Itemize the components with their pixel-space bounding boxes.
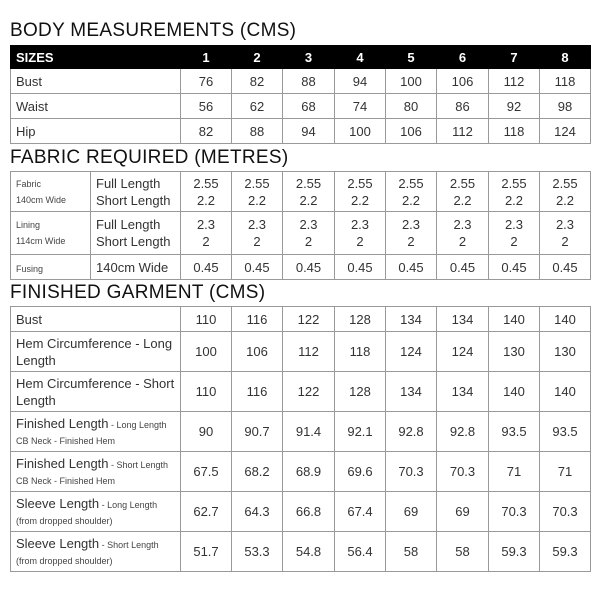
body-measurements-title: BODY MEASUREMENTS (CMS): [10, 20, 297, 41]
cell-value: 2.3 2: [437, 212, 489, 255]
cell-value: 69.6: [335, 452, 386, 492]
lining-label: Lining: [16, 220, 41, 230]
size-header: 7: [489, 46, 540, 69]
table-row: [11, 412, 591, 452]
cell-value: 56.4: [335, 532, 386, 572]
table-row: [11, 332, 591, 372]
cell-value: 134: [437, 372, 489, 412]
table-row: [11, 172, 591, 212]
cell-value: 92.8: [386, 412, 437, 452]
finished-garment-table: [10, 306, 591, 572]
cell-value: 80: [386, 94, 437, 119]
row-label: Hem Circumference - Long Length: [11, 332, 181, 372]
cell-value: 88: [232, 119, 283, 144]
cell-value: 76: [181, 69, 232, 94]
cell-value: 93.5: [540, 412, 591, 452]
cell-value: 134: [437, 307, 489, 332]
cell-value: 51.7: [181, 532, 232, 572]
cell-value: 118: [540, 69, 591, 94]
cell-value: 71: [489, 452, 540, 492]
row-label: Hem Circumference - Short Length: [11, 372, 181, 412]
row-label: Bust: [11, 307, 181, 332]
cell-value: 92.8: [437, 412, 489, 452]
cell-value: 93.5: [489, 412, 540, 452]
row-label: Waist: [11, 94, 181, 119]
cell-value: 59.3: [489, 532, 540, 572]
cell-value: 68: [283, 94, 335, 119]
cell-value: 0.45: [232, 255, 283, 280]
option-label: 140cm Wide: [91, 255, 181, 280]
cell-value: 74: [335, 94, 386, 119]
row-label: Finished Length - Long Length CB Neck - Finished Hem: [11, 412, 181, 452]
cell-value: 69: [437, 492, 489, 532]
cell-value: 140: [540, 372, 591, 412]
cell-value: 0.45: [335, 255, 386, 280]
cell-value: 70.3: [489, 492, 540, 532]
cell-value: 94: [283, 119, 335, 144]
fabric-required-title: FABRIC REQUIRED (METRES): [10, 147, 289, 168]
cell-value: 122: [283, 307, 335, 332]
cell-value: 2.3 2: [283, 212, 335, 255]
cell-value: 0.45: [283, 255, 335, 280]
option-label: Full Length: [96, 217, 161, 232]
cell-value: 2.55 2.2: [489, 172, 540, 212]
cell-value: 0.45: [386, 255, 437, 280]
table-row: [11, 452, 591, 492]
cell-value: 140: [489, 372, 540, 412]
cell-value: 66.8: [283, 492, 335, 532]
cell-value: 67.4: [335, 492, 386, 532]
cell-value: 2.3 2: [540, 212, 591, 255]
table-row: [11, 119, 591, 144]
row-label: Sleeve Length - Long Length (from dropped shoulder): [11, 492, 181, 532]
table-row: [11, 212, 591, 255]
cell-value: 140: [489, 307, 540, 332]
length-options: [91, 172, 181, 212]
cell-value: 130: [489, 332, 540, 372]
cell-value: 53.3: [232, 532, 283, 572]
cell-value: 62: [232, 94, 283, 119]
cell-value: 2.3 2: [489, 212, 540, 255]
table-row: [11, 255, 591, 280]
table-row: [11, 307, 591, 332]
cell-value: 0.45: [489, 255, 540, 280]
fabric-width: 140cm Wide: [16, 194, 67, 205]
cell-value: 118: [335, 332, 386, 372]
cell-value: 128: [335, 372, 386, 412]
size-header: 6: [437, 46, 489, 69]
cell-value: 106: [232, 332, 283, 372]
cell-value: 112: [283, 332, 335, 372]
cell-value: 92: [489, 94, 540, 119]
table-row: [11, 94, 591, 119]
cell-value: 56: [181, 94, 232, 119]
option-label: Full Length: [96, 175, 161, 191]
cell-value: 2.55 2.2: [437, 172, 489, 212]
row-label: Hip: [11, 119, 181, 144]
option-label: Short Length: [96, 234, 171, 249]
cell-value: 128: [335, 307, 386, 332]
cell-value: 2.3 2: [335, 212, 386, 255]
row-label: [11, 255, 91, 280]
row-label: [11, 212, 91, 255]
table-row: [11, 492, 591, 532]
size-header: 8: [540, 46, 591, 69]
row-label: [11, 172, 91, 212]
cell-value: 82: [181, 119, 232, 144]
cell-value: 70.3: [386, 452, 437, 492]
cell-value: 67.5: [181, 452, 232, 492]
option-label: Short Length: [96, 192, 171, 208]
row-label: Bust: [11, 69, 181, 94]
cell-value: 64.3: [232, 492, 283, 532]
cell-value: 2.55 2.2: [386, 172, 437, 212]
cell-value: 62.7: [181, 492, 232, 532]
cell-value: 58: [437, 532, 489, 572]
cell-value: 100: [181, 332, 232, 372]
cell-value: 112: [437, 119, 489, 144]
fabric-required-table: [10, 171, 591, 280]
cell-value: 2.3 2: [386, 212, 437, 255]
fusing-label: Fusing: [16, 263, 44, 274]
cell-value: 2.55 2.2: [283, 172, 335, 212]
cell-value: 54.8: [283, 532, 335, 572]
table-row: [11, 532, 591, 572]
cell-value: 116: [232, 307, 283, 332]
cell-value: 110: [181, 307, 232, 332]
finished-garment-title: FINISHED GARMENT (CMS): [10, 282, 266, 303]
length-options: [91, 212, 181, 255]
lining-width: 114cm Wide: [16, 236, 66, 246]
cell-value: 91.4: [283, 412, 335, 452]
cell-value: 2.55 2.2: [540, 172, 591, 212]
cell-value: 88: [283, 69, 335, 94]
cell-value: 90: [181, 412, 232, 452]
cell-value: 94: [335, 69, 386, 94]
size-header: 5: [386, 46, 437, 69]
cell-value: 82: [232, 69, 283, 94]
cell-value: 70.3: [540, 492, 591, 532]
row-label: Finished Length - Short Length CB Neck - Finished Hem: [11, 452, 181, 492]
row-label: Sleeve Length - Short Length (from dropped shoulder): [11, 532, 181, 572]
cell-value: 2.55 2.2: [232, 172, 283, 212]
cell-value: 100: [386, 69, 437, 94]
body-measurements-table: [10, 45, 591, 144]
cell-value: 58: [386, 532, 437, 572]
size-header: 4: [335, 46, 386, 69]
cell-value: 118: [489, 119, 540, 144]
cell-value: 140: [540, 307, 591, 332]
cell-value: 106: [437, 69, 489, 94]
cell-value: 2.55 2.2: [335, 172, 386, 212]
cell-value: 134: [386, 307, 437, 332]
cell-value: 0.45: [437, 255, 489, 280]
cell-value: 124: [437, 332, 489, 372]
cell-value: 124: [386, 332, 437, 372]
cell-value: 2.55 2.2: [181, 172, 232, 212]
cell-value: 130: [540, 332, 591, 372]
cell-value: 2.3 2: [232, 212, 283, 255]
sizes-label: SIZES: [11, 46, 181, 69]
cell-value: 59.3: [540, 532, 591, 572]
cell-value: 98: [540, 94, 591, 119]
cell-value: 122: [283, 372, 335, 412]
cell-value: 106: [386, 119, 437, 144]
cell-value: 112: [489, 69, 540, 94]
cell-value: 69: [386, 492, 437, 532]
cell-value: 70.3: [437, 452, 489, 492]
size-header: 1: [181, 46, 232, 69]
table-row: [11, 372, 591, 412]
cell-value: 92.1: [335, 412, 386, 452]
cell-value: 68.2: [232, 452, 283, 492]
cell-value: 124: [540, 119, 591, 144]
cell-value: 134: [386, 372, 437, 412]
table-row: [11, 69, 591, 94]
fabric-label: Fabric: [16, 178, 42, 189]
size-header: 2: [232, 46, 283, 69]
cell-value: 100: [335, 119, 386, 144]
cell-value: 116: [232, 372, 283, 412]
cell-value: 86: [437, 94, 489, 119]
cell-value: 68.9: [283, 452, 335, 492]
cell-value: 110: [181, 372, 232, 412]
cell-value: 71: [540, 452, 591, 492]
cell-value: 0.45: [181, 255, 232, 280]
cell-value: 0.45: [540, 255, 591, 280]
size-header: 3: [283, 46, 335, 69]
cell-value: 90.7: [232, 412, 283, 452]
sizes-header-row: [11, 46, 591, 69]
cell-value: 2.3 2: [181, 212, 232, 255]
